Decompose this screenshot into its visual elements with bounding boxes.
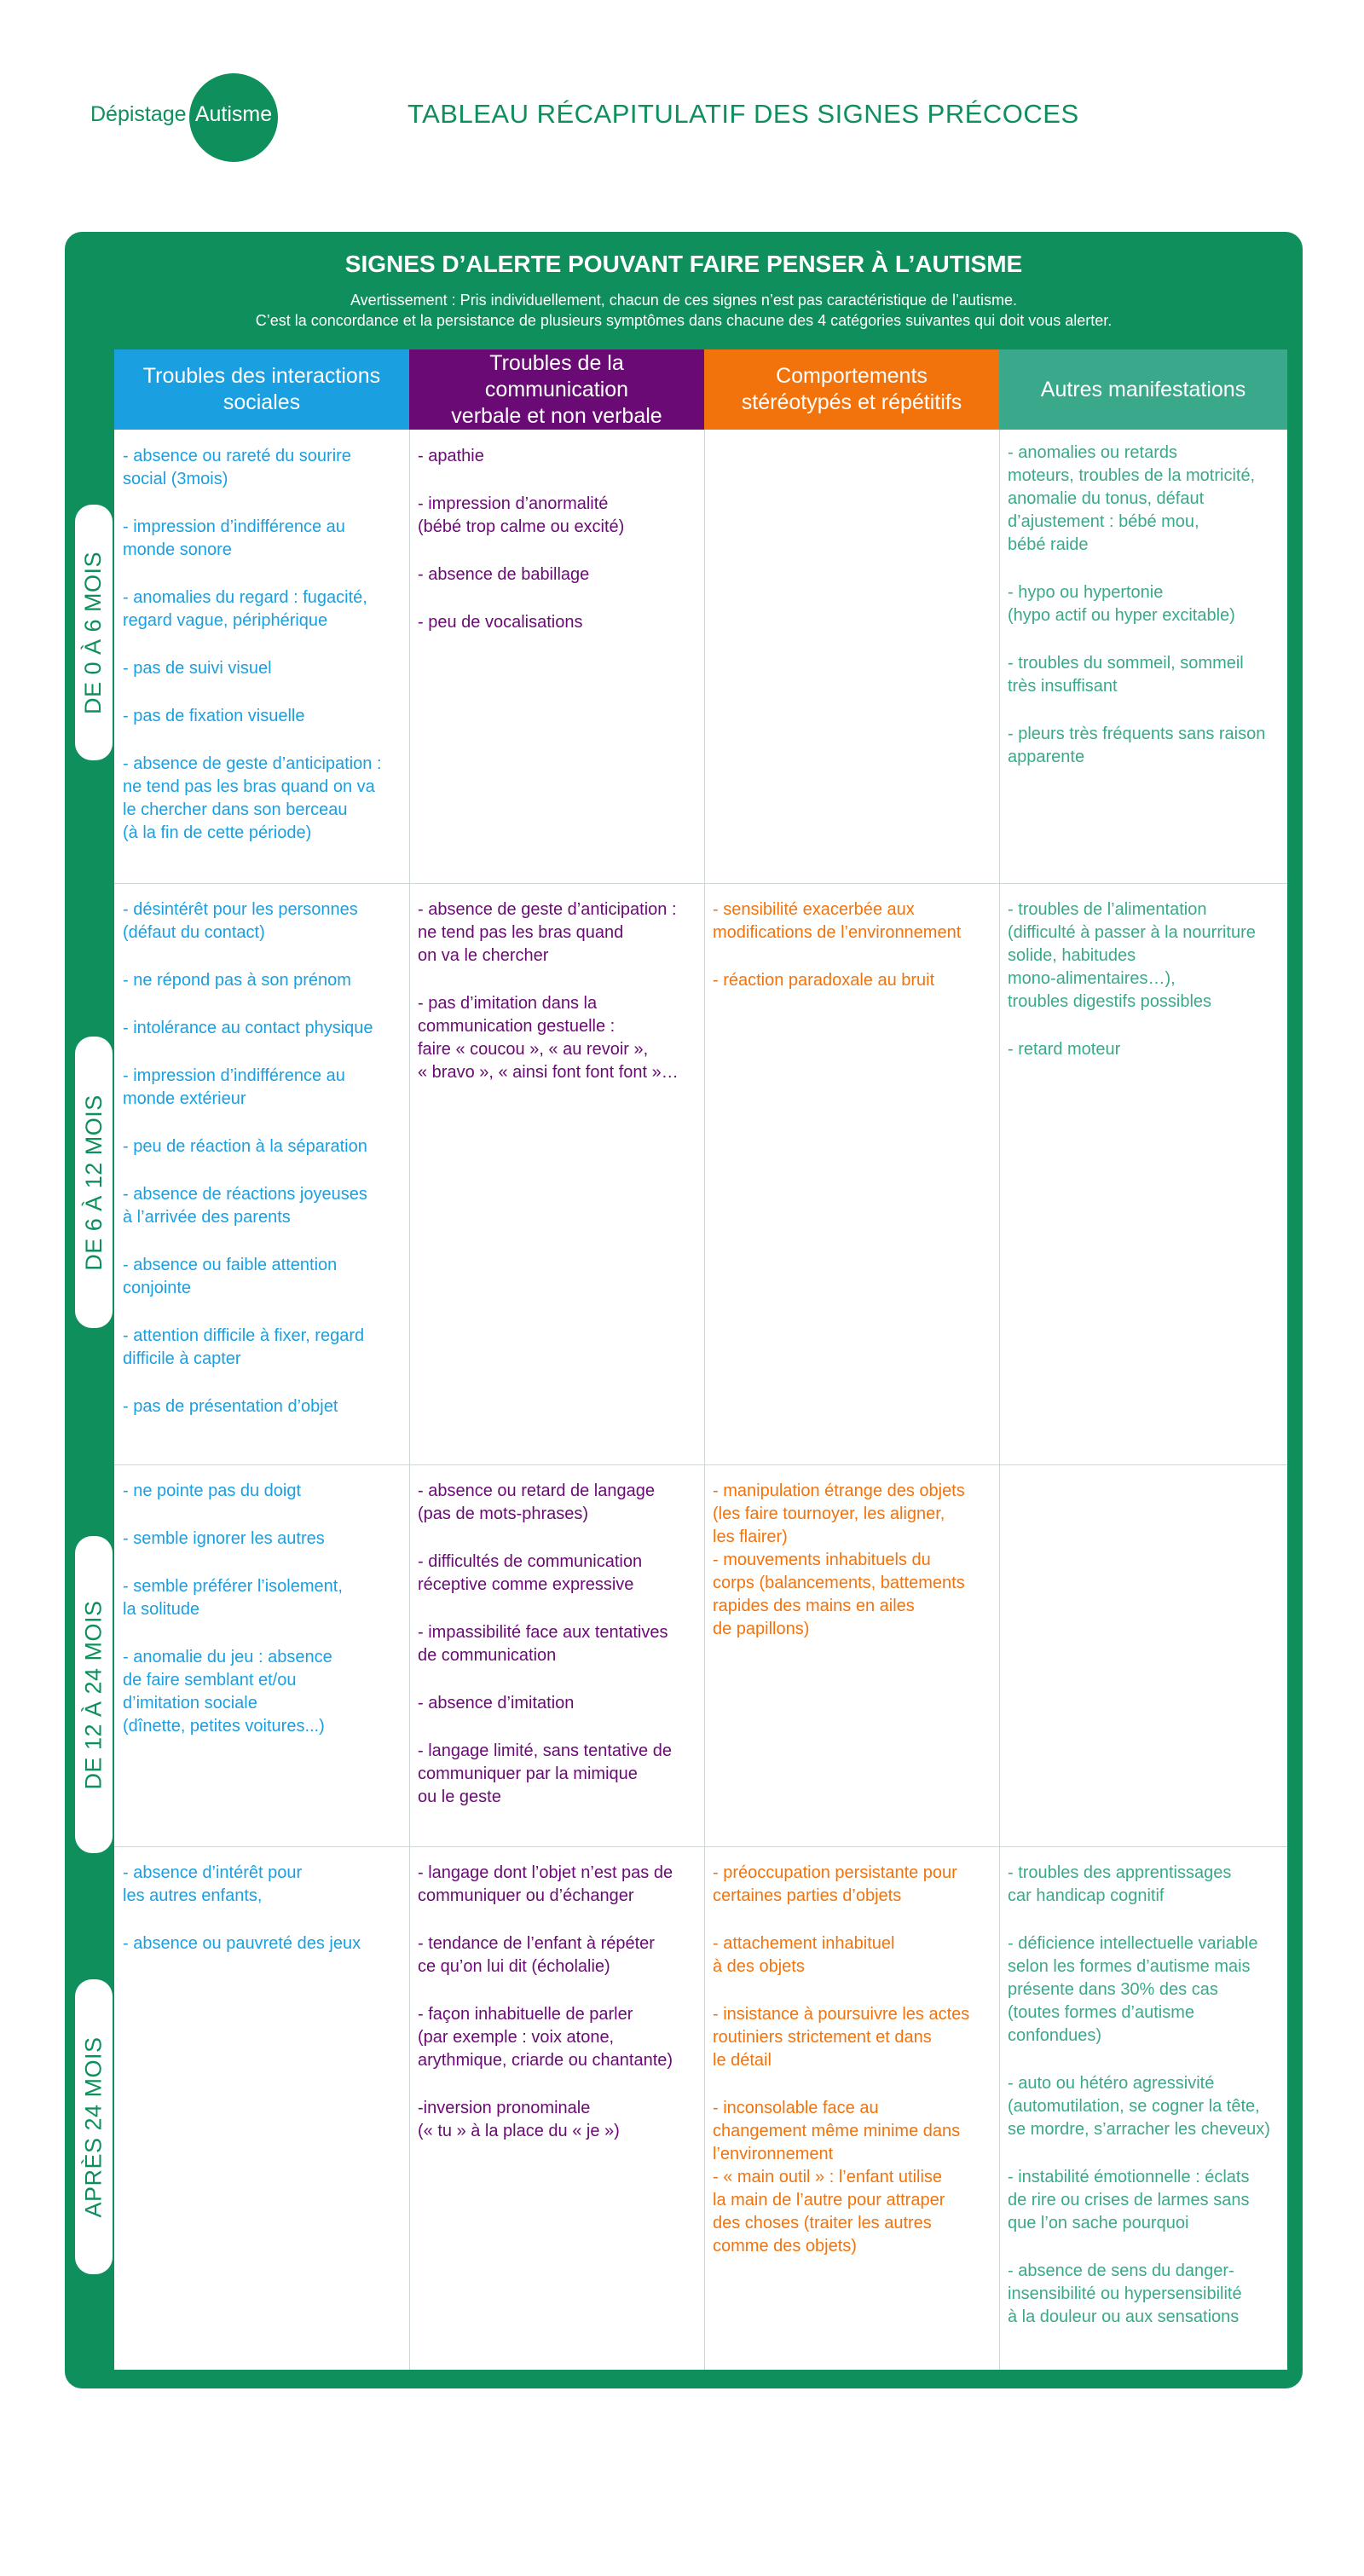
list-item: - peu de vocalisations [418, 613, 583, 632]
row-divider [114, 1464, 1287, 1465]
cell-24-plus-behaviors [704, 1862, 999, 2283]
period-label-6-12: DE 6 À 12 MOIS [75, 1037, 113, 1328]
warning-line-1: Avertissement : Pris individuellement, chacun de ces signes n’est pas caractéristique de l’autisme. [350, 292, 1018, 309]
list-item: - anomalie du jeu : absence de faire semblant et/ou d’imitation sociale (dînette, petites voitures...) [123, 1648, 332, 1736]
list-item: - peu de réaction à la séparation [123, 1137, 367, 1156]
list-item: - absence de réactions joyeuses à l’arrivée des parents [123, 1185, 367, 1227]
list-item: - insistance à poursuivre les actes routiniers strictement et dans le détail [713, 2005, 970, 2070]
list-item: - langage dont l’objet n’est pas de communiquer ou d’échanger [418, 1863, 673, 1905]
list-item: - retard moteur [1008, 1040, 1121, 1059]
list-item: - semble ignorer les autres [123, 1529, 325, 1548]
list-item: - absence d’intérêt pour les autres enfants, [123, 1863, 303, 1905]
list-item: - difficultés de communication réceptive comme expressive [418, 1552, 643, 1594]
list-item: - déficience intellectuelle variable selon les formes d’autisme mais présente dans 30% des cas (toutes formes d’autisme confondues) [1008, 1934, 1258, 2045]
list-item: - semble préférer l’isolement, la solitude [123, 1577, 343, 1619]
list-item: - impression d’indifférence au monde sonore [123, 517, 345, 559]
list-item: - auto ou hétéro agressivité (automutilation, se cogner la tête, se mordre, s’arracher les cheveux) [1008, 2074, 1270, 2139]
list-item: - langage limité, sans tentative de communiquer par la mimique ou le geste [418, 1741, 672, 1806]
cell-24-plus-other [999, 1862, 1287, 2354]
list-item: - attention difficile à fixer, regard difficile à capter [123, 1326, 365, 1368]
list-item: - manipulation étrange des objets (les faire tournoyer, les aligner, les flairer) [713, 1481, 965, 1546]
cell-12-24-social [114, 1480, 409, 1763]
list-item: -inversion pronominale (« tu » à la place du « je ») [418, 2099, 620, 2140]
list-item: - anomalies ou retards moteurs, troubles de la motricité, anomalie du tonus, défaut d’ajustement : bébé mou, bébé raide [1008, 443, 1256, 554]
document-title: TABLEAU RÉCAPITULATIF DES SIGNES PRÉCOCES [407, 99, 1079, 129]
list-item: - pas de suivi visuel [123, 659, 272, 678]
list-item: - absence de sens du danger- insensibilité ou hypersensibilité à la douleur ou aux sensations [1008, 2261, 1242, 2326]
cell-0-6-other [999, 442, 1287, 794]
list-item: - troubles de l’alimentation (difficulté à passer à la nourriture solide, habitudes mono-alimentaires…), troubles digestifs possibles [1008, 900, 1256, 1011]
logo [85, 73, 290, 167]
cell-24-plus-social [114, 1862, 409, 1980]
row-divider [114, 883, 1287, 884]
cell-6-12-social [114, 898, 409, 1443]
logo-text-autisme: Autisme [194, 102, 273, 126]
column-header-communication: Troubles de la communication verbale et non verbale [409, 349, 704, 430]
list-item: - intolérance au contact physique [123, 1019, 373, 1037]
list-item: - hypo ou hypertonie (hypo actif ou hyper excitable) [1008, 583, 1235, 625]
cell-0-6-social [114, 445, 409, 869]
cell-12-24-behaviors [704, 1480, 999, 1666]
column-header-other: Autres manifestations [999, 349, 1287, 430]
list-item: - ne répond pas à son prénom [123, 971, 351, 990]
list-item: - absence de geste d’anticipation : ne tend pas les bras quand on va le chercher [418, 900, 677, 965]
list-item: - pas de présentation d’objet [123, 1397, 338, 1416]
list-item: - inconsolable face au changement même minime dans l’environnement [713, 2099, 961, 2163]
list-item: - impassibilité face aux tentatives de communication [418, 1623, 668, 1665]
warning-line-2: C’est la concordance et la persistance de plusieurs symptômes dans chacune des 4 catégories suivantes qui doit vous alerter. [255, 312, 1113, 329]
cell-6-12-communication [409, 898, 704, 1109]
list-item: - absence de babillage [418, 565, 590, 584]
list-item: - préoccupation persistante pour certaines parties d’objets [713, 1863, 957, 1905]
panel-title: SIGNES D’ALERTE POUVANT FAIRE PENSER À L’AUTISME [344, 251, 1023, 277]
list-item: - impression d’indifférence au monde extérieur [123, 1066, 345, 1108]
list-item: - pas d’imitation dans la communication gestuelle : faire « coucou », « au revoir », « bravo », « ainsi font font font »… [418, 994, 679, 1082]
period-label-0-6: DE 0 À 6 MOIS [75, 505, 113, 760]
list-item: - mouvements inhabituels du corps (balancements, battements rapides des mains en ailes de papillons) [713, 1551, 965, 1638]
cell-12-24-communication [409, 1480, 704, 1834]
list-item: - pas de fixation visuelle [123, 707, 305, 725]
list-item: - attachement inhabituel à des objets [713, 1934, 895, 1976]
list-item: - absence ou retard de langage (pas de mots-phrases) [418, 1481, 655, 1523]
logo-circle [189, 73, 278, 162]
list-item: - instabilité émotionnelle : éclats de rire ou crises de larmes sans que l’on sache pourquoi [1008, 2168, 1250, 2232]
cell-6-12-other [999, 898, 1287, 1086]
list-item: - façon inhabituelle de parler (par exemple : voix atone, arythmique, criarde ou chantante) [418, 2005, 673, 2070]
list-item: - absence de geste d’anticipation : ne tend pas les bras quand on va le chercher dans son berceau (à la fin de cette période) [123, 754, 382, 842]
list-item: - absence d’imitation [418, 1694, 575, 1713]
column-header-social: Troubles des interactions sociales [114, 349, 409, 430]
cell-6-12-behaviors [704, 898, 999, 1017]
list-item: - réaction paradoxale au bruit [713, 971, 935, 990]
list-item: - tendance de l’enfant à répéter ce qu’on lui dit (écholalie) [418, 1934, 655, 1976]
list-item: - absence ou rareté du sourire social (3mois) [123, 447, 351, 488]
period-label-after-24: APRÈS 24 MOIS [75, 1979, 113, 2274]
list-item: - absence ou faible attention conjointe [123, 1256, 338, 1297]
cell-24-plus-communication [409, 1862, 704, 2168]
list-item: - impression d’anormalité (bébé trop calme ou excité) [418, 494, 625, 536]
list-item: - anomalies du regard : fugacité, regard vague, périphérique [123, 588, 367, 630]
period-label-12-24: DE 12 À 24 MOIS [75, 1536, 113, 1853]
list-item: - apathie [418, 447, 484, 465]
column-header-behaviors: Comportements stéréotypés et répétitifs [704, 349, 999, 430]
logo-text-depistage: Dépistage [90, 102, 187, 126]
list-item: - absence ou pauvreté des jeux [123, 1934, 361, 1953]
list-item: - pleurs très fréquents sans raison apparente [1008, 725, 1266, 766]
list-item: - troubles des apprentissages car handicap cognitif [1008, 1863, 1232, 1905]
list-item: - « main outil » : l’enfant utilise la main de l’autre pour attraper des choses (traiter les autres comme des objets) [713, 2168, 945, 2255]
cell-0-6-communication [409, 445, 704, 659]
list-item: - désintérêt pour les personnes (défaut du contact) [123, 900, 358, 942]
signs-table [114, 349, 1287, 2370]
list-item: - troubles du sommeil, sommeil très insuffisant [1008, 654, 1244, 696]
alert-panel [65, 232, 1303, 2388]
list-item: - ne pointe pas du doigt [123, 1481, 302, 1500]
list-item: - sensibilité exacerbée aux modifications de l’environnement [713, 900, 962, 942]
row-divider [114, 1846, 1287, 1847]
